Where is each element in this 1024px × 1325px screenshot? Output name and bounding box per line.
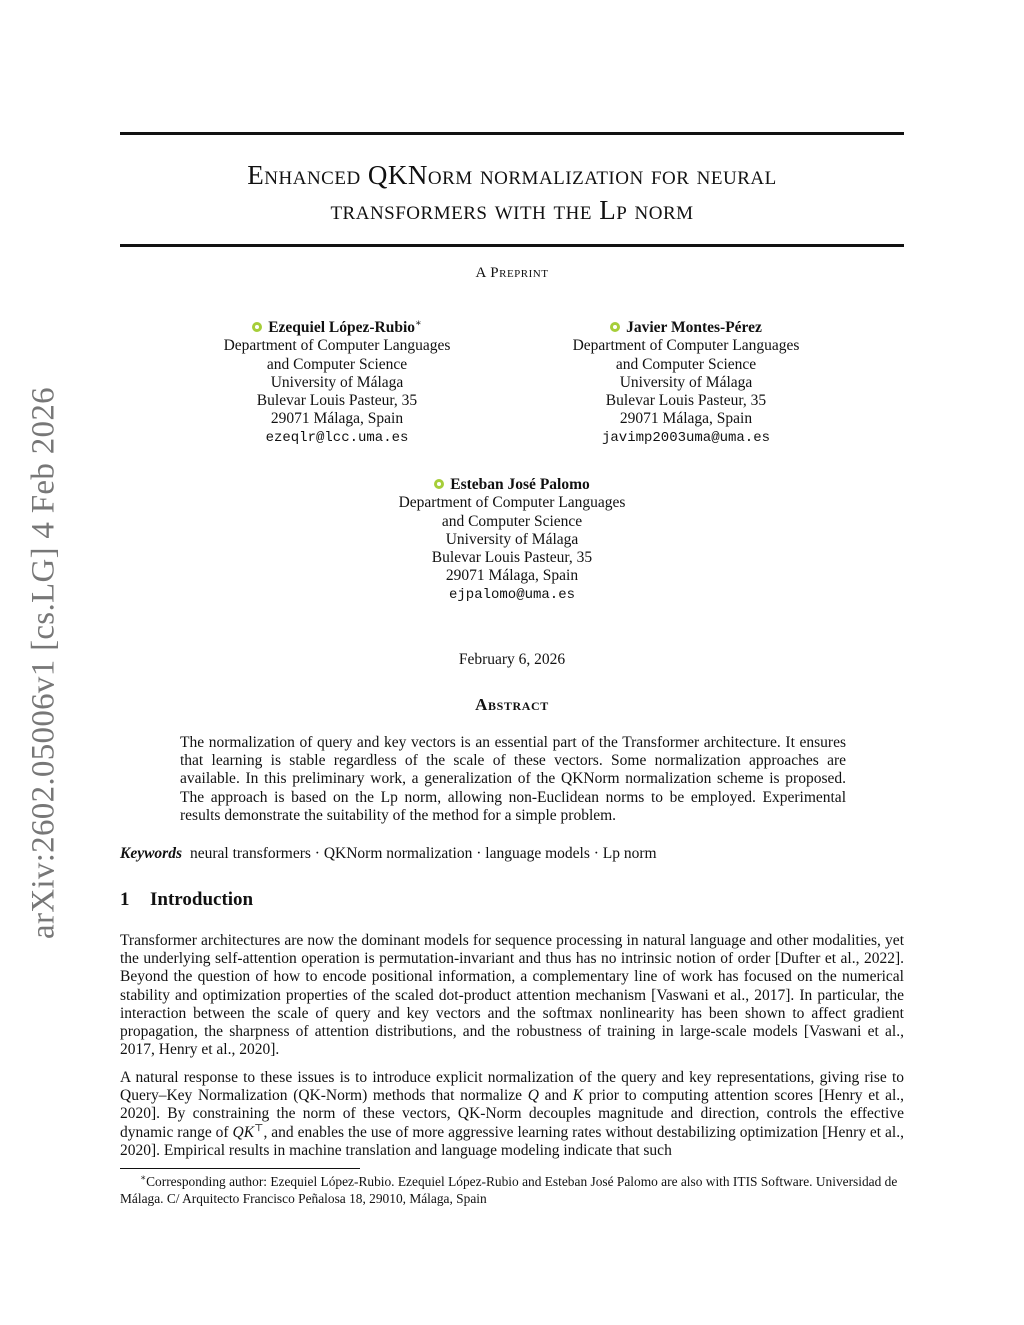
math-transpose: ⊤ (254, 1122, 264, 1134)
author-department-cont: and Computer Science (266, 355, 408, 373)
title-top-rule (120, 132, 904, 135)
footnote-rule (120, 1168, 360, 1169)
author-block-2 (536, 319, 836, 447)
paper-title (120, 158, 904, 228)
author-department: Department of Computer Languages (572, 337, 800, 355)
author-university: University of Málaga (619, 373, 753, 391)
author-email[interactable]: javimp2003uma@uma.es (601, 429, 771, 446)
keywords-list: neural transformers · QKNorm normalization · language models · Lp norm (190, 845, 657, 862)
author-street: Bulevar Louis Pasteur, 35 (256, 392, 418, 410)
orcid-icon[interactable] (252, 322, 262, 332)
author-name: Esteban José Palomo (450, 476, 590, 493)
author-department: Department of Computer Languages (223, 337, 451, 355)
author-city: 29071 Málaga, Spain (445, 567, 579, 585)
abstract-text: The normalization of query and key vectors is an essential part of the Transformer architecture. It ensures that learning is stable regardless of the scale of these vectors. Some normalization approaches are available. In this preliminary work, a generalization of the QKNorm normalization scheme is proposed. The approach is based on the Lp norm, allowing non-Euclidean norms to be employed. Experimental results demonstrate the suitability of the method for a simple problem. (180, 734, 846, 824)
publication-date: February 6, 2026 (458, 651, 566, 668)
corresponding-marker: ∗ (415, 317, 422, 329)
footnote-text: Corresponding author: Ezequiel López-Rubio. Ezequiel López-Rubio and Esteban José Palomo are also with ITIS Software. Universidad de Málaga. C/ Arquitecto Francisco Peñalosa 18, 29010, Málaga, Spain (120, 1174, 898, 1206)
math-k: K (572, 1087, 584, 1105)
author-department-cont: and Computer Science (441, 512, 583, 530)
author-block-3 (362, 476, 662, 604)
author-department-cont: and Computer Science (615, 355, 757, 373)
author-name: Ezequiel López-Rubio (268, 319, 416, 336)
section-heading-introduction (120, 889, 253, 911)
author-department: Department of Computer Languages (398, 494, 626, 512)
preprint-label: A Preprint (475, 265, 549, 281)
author-name-line (362, 476, 662, 494)
author-email[interactable]: ejpalomo@uma.es (448, 586, 576, 603)
author-street: Bulevar Louis Pasteur, 35 (605, 392, 767, 410)
para2-text-c: , and enables the use of more aggressive learning rates without destabilizing optimization [Henry et al., 2020]. Empirical results in machine translation and language modeling indicate that such (120, 1123, 904, 1159)
footnote-marker: ∗ (140, 1172, 147, 1183)
section-number: 1 (120, 889, 130, 910)
arxiv-identifier: arXiv:2602.05006v1 [cs.LG] 4 Feb 2026 (25, 387, 62, 939)
para2-text-a: A natural response to these issues is to introduce explicit normalization of the query and key representations, giving rise to Query–Key Normalization (QK-Norm) methods that normalize (120, 1069, 904, 1105)
para2-and: and (544, 1087, 568, 1105)
title-bottom-rule (120, 244, 904, 247)
author-university: University of Málaga (270, 373, 404, 391)
author-name-line (536, 319, 836, 337)
author-university: University of Málaga (445, 530, 579, 548)
author-city: 29071 Málaga, Spain (270, 410, 404, 428)
author-name-line (187, 319, 487, 337)
abstract-heading: Abstract (475, 695, 549, 714)
author-city: 29071 Málaga, Spain (619, 410, 753, 428)
author-email[interactable]: ezeqlr@lcc.uma.es (265, 429, 409, 446)
intro-paragraph-2 (120, 1069, 904, 1160)
section-title: Introduction (150, 889, 254, 910)
orcid-icon[interactable] (434, 479, 444, 489)
intro-paragraph-1: Transformer architectures are now the dominant models for sequence processing in natural language and other modalities, yet the underlying self-attention operation is permutation-invariant and thus has no intrinsic notion of order [Dufter et al., 2022]. Beyond the question of how to encode positional information, a complementary line of work has focused on the numerical stability and optimization properties of the scaled dot-product attention mechanism [Vaswani et al., 2017]. In particular, the interaction between the scale of query and key vectors and the softmax nonlinearity has been shown to affect gradient propagation, the sharpness of attention distributions, and the robustness of training in large-scale models [Vaswani et al., 2017, Henry et al., 2020]. (120, 932, 904, 1059)
keywords-line (120, 845, 904, 863)
title-line-1: Enhanced QKNorm normalization for neural (247, 160, 777, 190)
orcid-icon[interactable] (610, 322, 620, 332)
author-block-1 (187, 319, 487, 447)
title-line-2: transformers with the Lp norm (330, 195, 694, 225)
author-name: Javier Montes-Pérez (626, 319, 762, 336)
author-street: Bulevar Louis Pasteur, 35 (431, 549, 593, 567)
math-q: Q (527, 1087, 539, 1105)
para2-text-b: prior to computing attention scores [Henry et al., 2020]. By constraining the norm of these vectors, QK-Norm decouples magnitude and direction, controls the effective dynamic range of (120, 1087, 905, 1141)
footnote (120, 1173, 904, 1207)
keywords-label: Keywords (120, 845, 182, 862)
math-qk: QK (232, 1123, 255, 1141)
